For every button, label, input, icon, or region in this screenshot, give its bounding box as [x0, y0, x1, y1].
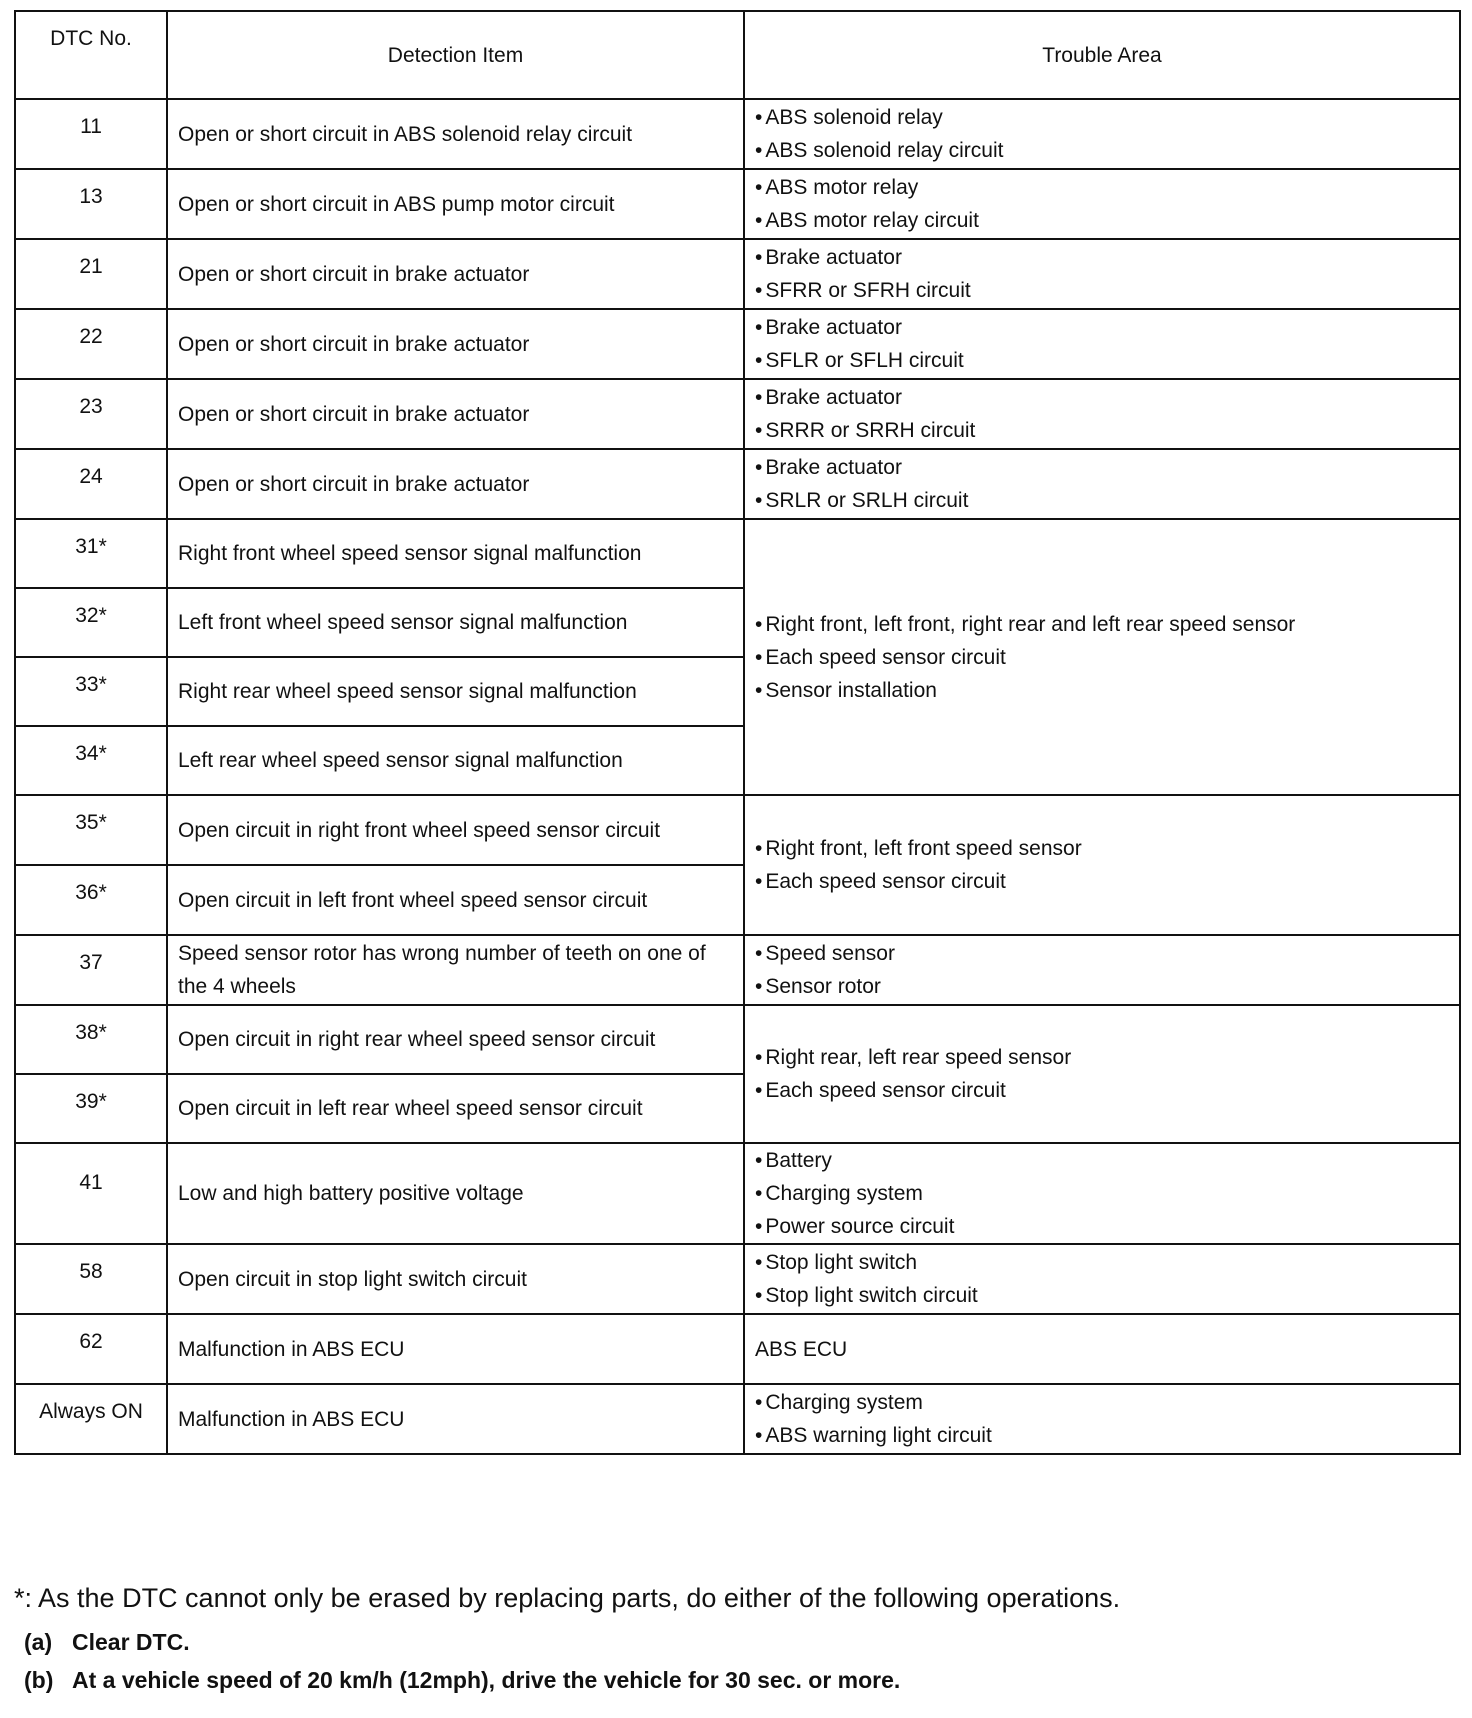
dtc-code: 36* [15, 865, 167, 935]
trouble-area [744, 99, 1460, 169]
dtc-code: 32* [15, 588, 167, 657]
detection-item: Open circuit in right rear wheel speed sensor circuit [167, 1005, 744, 1074]
header-trouble-area: Trouble Area [744, 11, 1460, 99]
table-row [15, 519, 1460, 588]
detection-item: Open circuit in left rear wheel speed sensor circuit [167, 1074, 744, 1143]
table-row [15, 1244, 1460, 1314]
dtc-table [14, 10, 1461, 1455]
trouble-area-bullet: • Brake actuator [755, 241, 1453, 274]
table-row [15, 1314, 1460, 1384]
trouble-area-bullet: • Speed sensor [755, 937, 1453, 970]
trouble-area-bullet: • Each speed sensor circuit [755, 641, 1453, 674]
trouble-area-bullet: • Each speed sensor circuit [755, 865, 1453, 898]
trouble-area-bullet: • Right front, left front speed sensor [755, 832, 1453, 865]
trouble-area [744, 935, 1460, 1005]
trouble-area-bullet: • Sensor installation [755, 674, 1453, 707]
table-row [15, 795, 1460, 865]
table-row [15, 99, 1460, 169]
dtc-code: 31* [15, 519, 167, 588]
dtc-code: 23 [15, 379, 167, 449]
step-text: At a vehicle speed of 20 km/h (12mph), drive the vehicle for 30 sec. or more. [72, 1667, 901, 1693]
trouble-area [744, 1244, 1460, 1314]
detection-item: Open circuit in right front wheel speed sensor circuit [167, 795, 744, 865]
detection-item: Open or short circuit in brake actuator [167, 379, 744, 449]
detection-item: Open or short circuit in brake actuator [167, 239, 744, 309]
trouble-area [744, 1005, 1460, 1143]
dtc-code: 35* [15, 795, 167, 865]
detection-item: Open or short circuit in brake actuator [167, 309, 744, 379]
trouble-area [744, 309, 1460, 379]
header-dtc-no: DTC No. [15, 11, 167, 99]
detection-item: Low and high battery positive voltage [167, 1143, 744, 1244]
dtc-code: 34* [15, 726, 167, 795]
trouble-area-bullet: • Charging system [755, 1386, 1453, 1419]
trouble-area-bullet: • Stop light switch [755, 1246, 1453, 1279]
table-row [15, 1384, 1460, 1454]
detection-item: Speed sensor rotor has wrong number of teeth on one of the 4 wheels [167, 935, 744, 1005]
trouble-area-bullet: • Charging system [755, 1177, 1453, 1210]
table-row [15, 935, 1460, 1005]
table-row [15, 379, 1460, 449]
trouble-area-bullet: • Brake actuator [755, 451, 1453, 484]
trouble-area [744, 239, 1460, 309]
table-row [15, 1143, 1460, 1244]
trouble-area [744, 379, 1460, 449]
table-row [15, 1005, 1460, 1074]
trouble-area-bullet: • Power source circuit [755, 1210, 1453, 1243]
dtc-code: 62 [15, 1314, 167, 1384]
detection-item: Open or short circuit in ABS pump motor circuit [167, 169, 744, 239]
trouble-area-bullet: • Stop light switch circuit [755, 1279, 1453, 1312]
trouble-area-bullet: • Battery [755, 1144, 1453, 1177]
trouble-area-bullet: • ABS solenoid relay [755, 101, 1453, 134]
dtc-code: 41 [15, 1143, 167, 1244]
dtc-code: 39* [15, 1074, 167, 1143]
trouble-area [744, 1384, 1460, 1454]
dtc-code: Always ON [15, 1384, 167, 1454]
table-row [15, 309, 1460, 379]
trouble-area [744, 169, 1460, 239]
detection-item: Malfunction in ABS ECU [167, 1314, 744, 1384]
trouble-area-bullet: • ABS solenoid relay circuit [755, 134, 1453, 167]
trouble-area [744, 795, 1460, 935]
detection-item: Left rear wheel speed sensor signal malfunction [167, 726, 744, 795]
trouble-area-bullet: • ABS warning light circuit [755, 1419, 1453, 1452]
trouble-area: ABS ECU [744, 1314, 1460, 1384]
trouble-area-bullet: • ABS motor relay [755, 171, 1453, 204]
step-label: (b) [24, 1667, 54, 1693]
detection-item: Malfunction in ABS ECU [167, 1384, 744, 1454]
dtc-code: 37 [15, 935, 167, 1005]
trouble-area-bullet: • Right front, left front, right rear and left rear speed sensor [755, 608, 1453, 641]
trouble-area [744, 519, 1460, 795]
dtc-code: 58 [15, 1244, 167, 1314]
trouble-area-bullet: • Right rear, left rear speed sensor [755, 1041, 1453, 1074]
table-row [15, 449, 1460, 519]
detection-item: Left front wheel speed sensor signal malfunction [167, 588, 744, 657]
trouble-area-bullet: • SRRR or SRRH circuit [755, 414, 1453, 447]
trouble-area-bullet: • Each speed sensor circuit [755, 1074, 1453, 1107]
detection-item: Right rear wheel speed sensor signal malfunction [167, 657, 744, 726]
trouble-area-bullet: • Sensor rotor [755, 970, 1453, 1003]
detection-item: Right front wheel speed sensor signal malfunction [167, 519, 744, 588]
trouble-area-bullet: • SFLR or SFLH circuit [755, 344, 1453, 377]
step-label: (a) [24, 1629, 53, 1655]
table-row [15, 239, 1460, 309]
step-a [24, 1626, 190, 1658]
trouble-area [744, 449, 1460, 519]
step-text: Clear DTC. [72, 1629, 190, 1655]
detection-item: Open circuit in stop light switch circuit [167, 1244, 744, 1314]
dtc-code: 13 [15, 169, 167, 239]
detection-item: Open circuit in left front wheel speed sensor circuit [167, 865, 744, 935]
trouble-area-bullet: • ABS motor relay circuit [755, 204, 1453, 237]
dtc-code: 22 [15, 309, 167, 379]
dtc-code: 33* [15, 657, 167, 726]
header-detection-item: Detection Item [167, 11, 744, 99]
trouble-area [744, 1143, 1460, 1244]
dtc-code: 24 [15, 449, 167, 519]
trouble-area-bullet: • Brake actuator [755, 381, 1453, 414]
detection-item: Open or short circuit in brake actuator [167, 449, 744, 519]
detection-item: Open or short circuit in ABS solenoid relay circuit [167, 99, 744, 169]
table-header-row [15, 11, 1460, 99]
step-b [24, 1664, 900, 1696]
dtc-code: 38* [15, 1005, 167, 1074]
trouble-area-bullet: • SRLR or SRLH circuit [755, 484, 1453, 517]
dtc-code: 21 [15, 239, 167, 309]
footnote: *: As the DTC cannot only be erased by replacing parts, do either of the following operations. [14, 1583, 1121, 1613]
trouble-area-bullet: • Brake actuator [755, 311, 1453, 344]
table-row [15, 169, 1460, 239]
dtc-code: 11 [15, 99, 167, 169]
trouble-area-bullet: • SFRR or SFRH circuit [755, 274, 1453, 307]
